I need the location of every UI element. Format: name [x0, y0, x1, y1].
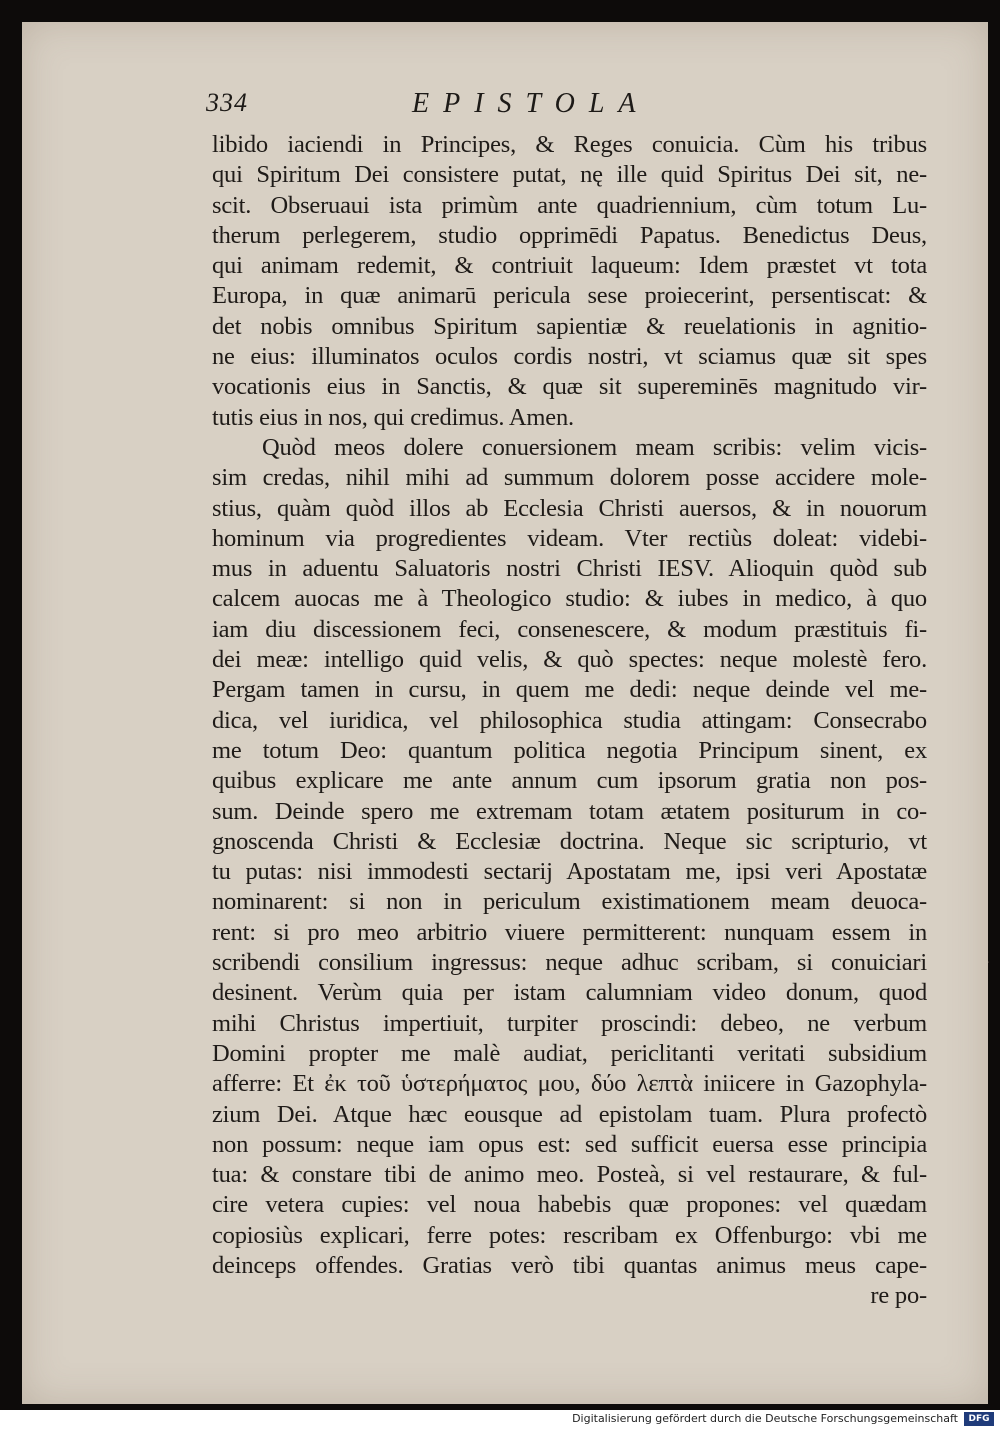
text-line: Quòd meos dolere conuersionem meam scribis: velim vicis- [262, 433, 927, 461]
text-line: sim credas, nihil mihi ad summum dolorem posse accidere mole- [212, 464, 927, 492]
text-line: det nobis omnibus Spiritum sapientiæ & reuelationis in agnitio- [212, 312, 927, 340]
dfg-logo: DFG [964, 1412, 994, 1426]
catchword: re po- [870, 1282, 927, 1310]
page-header [206, 88, 726, 128]
text-line: rent: si pro meo arbitrio viuere permitterent: nunquam essem in [212, 918, 927, 946]
text-line: scribendi consilium ingressus: neque adhuc scribam, si conuiciari [212, 949, 927, 977]
text-line: deinceps offendes. Gratias verò tibi quantas animus meus cape- [212, 1251, 927, 1279]
text-line: me totum Deo: quantum politica negotia Principum sinent, ex [212, 736, 927, 764]
text-line: Europa, in quæ animarū pericula sese proiecerint, persentiscat: & [212, 282, 927, 310]
text-line: non possum: neque iam opus est: sed sufficit euersa esse principia [212, 1130, 927, 1158]
text-line: tutis eius in nos, qui credimus. Amen. [212, 403, 574, 431]
text-line: Pergam tamen in cursu, in quem me dedi: neque deinde vel me- [212, 676, 927, 704]
running-head: EPISTOLA [412, 88, 650, 119]
text-line: desinent. Verùm quia per istam calumniam video donum, quod [212, 979, 927, 1007]
text-line: dica, vel iuridica, vel philosophica studia attingam: Consecrabo [212, 706, 927, 734]
text-line: quibus explicare me ante annum cum ipsorum gratia non pos- [212, 767, 927, 795]
page-number: 334 [206, 88, 248, 117]
text-line: afferre: Et ἐκ τοῦ ὑστερήματος μου, δύο λεπτὰ iniicere in Gazophyla- [212, 1070, 927, 1098]
text-line: mus in aduentu Saluatoris nostri Christi IESV. Alioquin quòd sub [212, 555, 927, 583]
text-line: qui animam redemit, & contriuit laqueum: Idem præstet vt tota [212, 252, 927, 280]
text-line: sum. Deinde spero me extremam totam ætatem positurum in co- [212, 797, 927, 825]
text-line: dei meæ: intelligo quid velis, & quò spectes: neque molestè fero. [212, 646, 927, 674]
text-line: nominarent: si non in periculum existimationem meam deuoca- [212, 888, 927, 916]
text-line: gnoscenda Christi & Ecclesiæ doctrina. Neque sic scripturio, vt [212, 827, 927, 855]
text-line: libido iaciendi in Principes, & Reges conuicia. Cùm his tribus [212, 131, 927, 158]
text-line: qui Spiritum Dei consistere putat, nę ille quid Spiritus Dei sit, ne- [212, 161, 927, 189]
text-line: vocationis eius in Sanctis, & quæ sit supereminēs magnitudo vir- [212, 373, 927, 401]
text-line: copiosiùs explicari, ferre potes: rescribam ex Offenburgo: vbi me [212, 1221, 927, 1249]
text-line: tu putas: nisi immodesti sectarij Apostatam me, ipsi veri Apostatæ [212, 858, 927, 886]
text-line: calcem auocas me à Theologico studio: & iubes in medico, à quo [212, 585, 927, 613]
text-line: stius, quàm quòd illos ab Ecclesia Christi auersos, & in nouorum [212, 494, 927, 522]
footer-bar [0, 1410, 1000, 1429]
body-text [212, 130, 927, 1312]
text-line: therum perlegerem, studio opprimēdi Papatus. Benedictus Deus, [212, 221, 927, 249]
text-line: scit. Obseruaui ista primùm ante quadriennium, cùm totum Lu- [212, 191, 927, 219]
text-line: zium Dei. Atque hæc eousque ad epistolam tuam. Plura profectò [212, 1100, 927, 1128]
text-line: tua: & constare tibi de animo meo. Posteà, si vel restaurare, & ful- [212, 1161, 927, 1189]
text-line: ne eius: illuminatos oculos cordis nostri, vt sciamus quæ sit spes [212, 343, 927, 371]
text-line: cire vetera cupies: vel noua habebis quæ propones: vel quædam [212, 1191, 927, 1219]
text-line: iam diu discessionem feci, consenescere, & modum præstituis fi- [212, 615, 927, 643]
text-line: mihi Christus impertiuit, turpiter proscindi: debeo, ne verbum [212, 1009, 927, 1037]
text-line: Domini propter me malè audiat, periclitanti veritati subsidium [212, 1039, 927, 1067]
text-line: hominum via progredientes videam. Vter rectiùs doleat: videbi- [212, 524, 927, 552]
funding-credit: Digitalisierung gefördert durch die Deutsche Forschungsgemeinschaft [572, 1412, 958, 1425]
